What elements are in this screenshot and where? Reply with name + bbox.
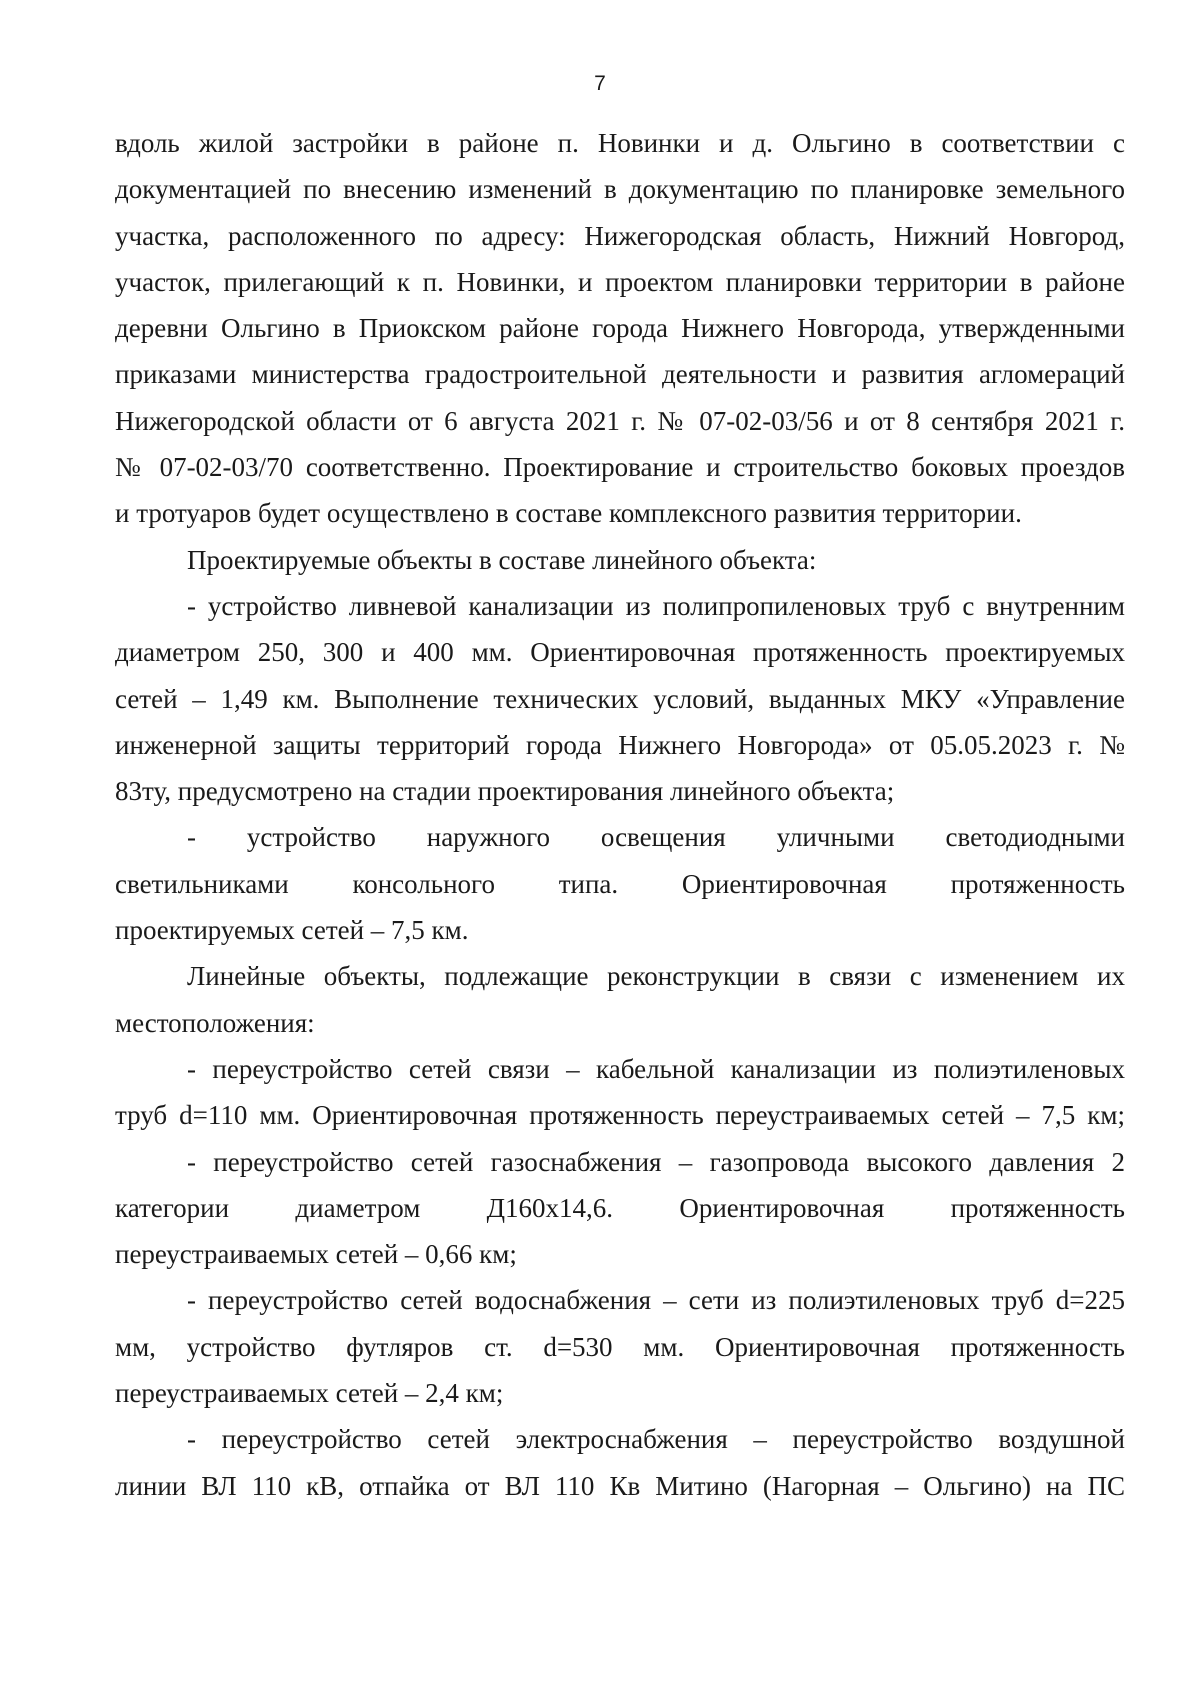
text-line: диаметром 250, 300 и 400 мм. Ориентировочная протяженность проектируемых bbox=[115, 637, 1125, 668]
text-line: категории диаметром Д160х14,6. Ориентировочная протяженность bbox=[115, 1192, 1125, 1223]
text-line: документацией по внесению изменений в документацию по планировке земельного bbox=[115, 174, 1125, 205]
text-line: - переустройство сетей газоснабжения – газопровода высокого давления 2 bbox=[187, 1146, 1125, 1177]
text-line: Проектируемые объекты в составе линейного объекта: bbox=[187, 544, 817, 575]
text-line: сетей – 1,49 км. Выполнение технических условий, выданных МКУ «Управление bbox=[115, 683, 1125, 714]
text-line: местоположения: bbox=[115, 1007, 315, 1038]
text-line: участка, расположенного по адресу: Нижегородская область, Нижний Новгород, bbox=[115, 220, 1125, 251]
text-line: - устройство ливневой канализации из полипропиленовых труб с внутренним bbox=[187, 590, 1125, 621]
text-line: № 07-02-03/70 соответственно. Проектирование и строительство боковых проездов bbox=[115, 452, 1125, 483]
text-line: переустраиваемых сетей – 2,4 км; bbox=[115, 1378, 504, 1409]
text-line: труб d=110 мм. Ориентировочная протяженность переустраиваемых сетей – 7,5 км; bbox=[115, 1100, 1125, 1131]
text-line: светильниками консольного типа. Ориентировочная протяженность bbox=[115, 868, 1125, 899]
text-line: участок, прилегающий к п. Новинки, и проектом планировки территории в районе bbox=[115, 266, 1125, 297]
text-line: - переустройство сетей связи – кабельной канализации из полиэтиленовых bbox=[187, 1053, 1125, 1084]
text-line: Нижегородской области от 6 августа 2021 г. № 07-02-03/56 и от 8 сентября 2021 г. bbox=[115, 405, 1125, 436]
document-body bbox=[115, 120, 1125, 1509]
text-line: вдоль жилой застройки в районе п. Новинки и д. Ольгино в соответствии с bbox=[115, 128, 1125, 158]
text-line: Линейные объекты, подлежащие реконструкции в связи с изменением их bbox=[187, 961, 1125, 992]
text-line: приказами министерства градостроительной деятельности и развития агломераций bbox=[115, 359, 1125, 390]
text-line: - устройство наружного освещения уличными светодиодными bbox=[187, 822, 1125, 853]
text-line: - переустройство сетей электроснабжения – переустройство воздушной bbox=[187, 1424, 1125, 1455]
text-line: 83ту, предусмотрено на стадии проектирования линейного объекта; bbox=[115, 776, 895, 807]
text-line: линии ВЛ 110 кВ, отпайка от ВЛ 110 Кв Митино (Нагорная – Ольгино) на ПС bbox=[115, 1470, 1125, 1501]
text-line: проектируемых сетей – 7,5 км. bbox=[115, 915, 469, 946]
text-line: мм, устройство футляров ст. d=530 мм. Ориентировочная протяженность bbox=[115, 1331, 1125, 1362]
page-number: 7 bbox=[594, 72, 606, 95]
text-line: - переустройство сетей водоснабжения – сети из полиэтиленовых труб d=225 bbox=[187, 1285, 1125, 1316]
text-line: переустраиваемых сетей – 0,66 км; bbox=[115, 1239, 517, 1270]
text-line: инженерной защиты территорий города Нижнего Новгорода» от 05.05.2023 г. № bbox=[115, 729, 1125, 760]
text-line: и тротуаров будет осуществлено в составе комплексного развития территории. bbox=[115, 498, 1022, 529]
text-line: деревни Ольгино в Приокском районе города Нижнего Новгорода, утвержденными bbox=[115, 313, 1125, 344]
